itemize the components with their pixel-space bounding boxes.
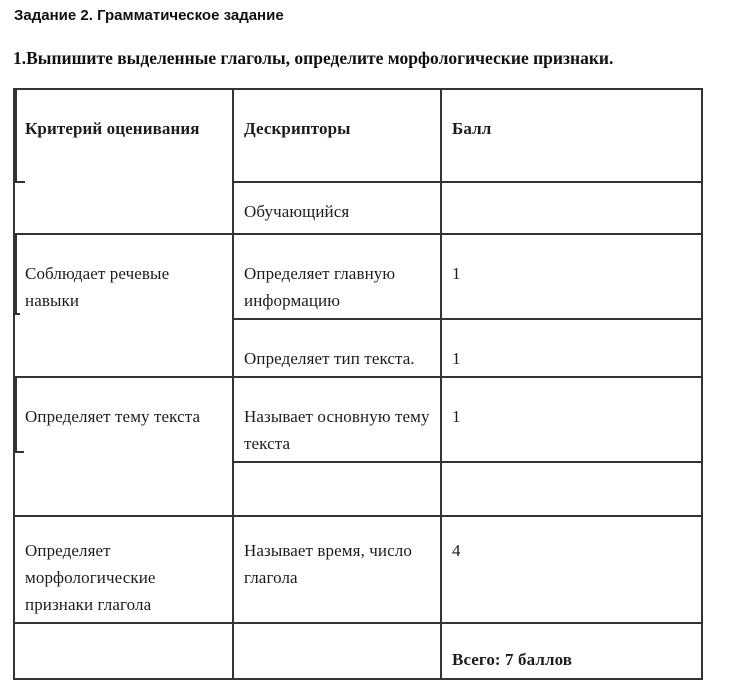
task-instruction: 1.Выпишите выделенные глаголы, определите морфологические признаки. — [13, 48, 614, 68]
cell-score: 1 — [441, 319, 702, 377]
cell-descriptor: Называет основную тему текста — [233, 377, 441, 462]
cell-score: 4 — [441, 516, 702, 623]
header-cell-score: Балл — [441, 89, 702, 182]
table-row — [14, 234, 702, 319]
assessment-table — [13, 88, 703, 680]
cell-descriptor: Называет время, число глагола — [233, 516, 441, 623]
cell-criterion: Соблюдает речевые навыки — [14, 234, 233, 377]
cell-score — [441, 182, 702, 234]
cell-score: 1 — [441, 377, 702, 462]
header-cell-criterion: Критерий оценивания — [14, 89, 233, 234]
cell-criterion: Определяет морфологические признаки глагола — [14, 516, 233, 623]
cell-criterion — [14, 623, 233, 679]
cell-descriptor: Определяет тип текста. — [233, 319, 441, 377]
document-page — [0, 7, 737, 679]
cell-score — [441, 462, 702, 516]
cell-descriptor: Обучающийся — [233, 182, 441, 234]
table-header-row — [14, 89, 702, 182]
cell-descriptor — [233, 462, 441, 516]
cell-score: 1 — [441, 234, 702, 319]
cell-descriptor — [233, 623, 441, 679]
cell-descriptor: Определяет главную информацию — [233, 234, 441, 319]
cell-total-score: Всего: 7 баллов — [441, 623, 702, 679]
cell-criterion: Определяет тему текста — [14, 377, 233, 516]
table-row — [14, 377, 702, 462]
header-cell-descriptor: Дескрипторы — [233, 89, 441, 182]
page-title: Задание 2. Грамматическое задание — [14, 7, 284, 24]
table-row — [14, 516, 702, 623]
table-total-row — [14, 623, 702, 679]
